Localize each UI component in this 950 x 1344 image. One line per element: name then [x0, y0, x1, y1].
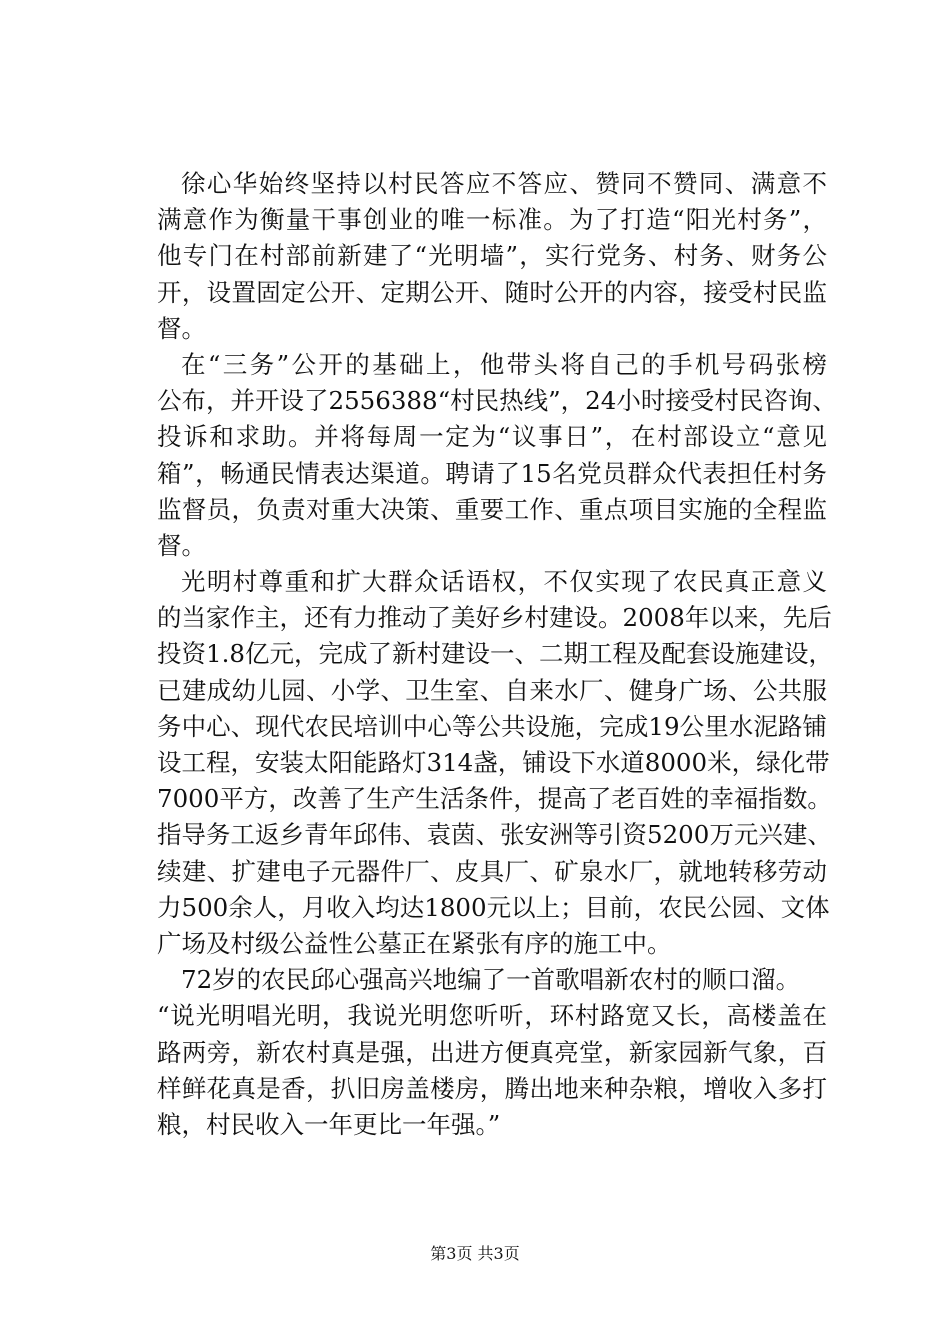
page-number-footer: 第3页 共3页: [430, 1244, 520, 1263]
text-line: 粮，村民收入一年更比一年强。”: [157, 1109, 501, 1139]
text-line: 徐心华始终坚持以村民答应不答应、赞同不赞同、满意不: [181, 169, 827, 198]
text-line: 光明村尊重和扩大群众话语权，不仅实现了农民真正意义: [181, 567, 827, 597]
text-line: 满意作为衡量干事创业的唯一标准。为了打造“阳光村务”，: [157, 205, 827, 235]
text-line: 监督员，负责对重大决策、重要工作、重点项目实施的全程监: [157, 494, 827, 524]
document-body: [157, 166, 837, 1143]
text-line: 箱”，畅通民情表达渠道。聘请了15名党员群众代表担任村务: [157, 458, 827, 488]
text-line: 开，设置固定公开、定期公开、随时公开的内容，接受村民监: [157, 277, 827, 307]
text-line: 广场及村级公益性公墓正在紧张有序的施工中。: [157, 928, 672, 958]
text-line: 务中心、现代农民培训中心等公共设施，完成19公里水泥路铺: [157, 711, 827, 741]
text-line: 路两旁，新农村真是强，出进方便真亮堂，新家园新气象，百: [157, 1037, 827, 1067]
text-line: 力500余人，月收入均达1800元以上；目前，农民公园、文体: [157, 892, 830, 922]
text-line: 续建、扩建电子元器件厂、皮具厂、矿泉水厂，就地转移劳动: [157, 856, 827, 886]
text-line: 样鲜花真是香，扒旧房盖楼房，腾出地来种杂粮，增收入多打: [157, 1073, 827, 1103]
text-line: 的当家作主，还有力推动了美好乡村建设。2008年以来，先后: [157, 603, 832, 633]
text-line: 在“三务”公开的基础上，他带头将自己的手机号码张榜: [181, 349, 827, 379]
text-line: 督。: [157, 313, 206, 343]
text-line: 72岁的农民邱心强高兴地编了一首歌唱新农村的顺口溜。: [181, 965, 801, 995]
text-line: 已建成幼儿园、小学、卫生室、自来水厂、健身广场、公共服: [157, 675, 827, 705]
text-line: 他专门在村部前新建了“光明墙”，实行党务、村务、财务公: [157, 241, 827, 271]
text-line: 督。: [157, 530, 206, 560]
text-line: 公布，并开设了2556388“村民热线”，24小时接受村民咨询、: [157, 386, 837, 416]
text-line: 指导务工返乡青年邱伟、袁茵、张安洲等引资5200万元兴建、: [157, 820, 832, 850]
text-line: 设工程，安装太阳能路灯314盏，铺设下水道8000米，绿化带: [157, 748, 830, 777]
text-line: “说光明唱光明，我说光明您听听，环村路宽又长，高楼盖在: [157, 1001, 827, 1031]
text-line: 投资1.8亿元，完成了新村建设一、二期工程及配套设施建设，: [157, 639, 833, 669]
text-line: 投诉和求助。并将每周一定为“议事日”，在村部设立“意见: [157, 422, 827, 452]
text-line: 7000平方，改善了生产生活条件，提高了老百姓的幸福指数。: [157, 784, 832, 814]
